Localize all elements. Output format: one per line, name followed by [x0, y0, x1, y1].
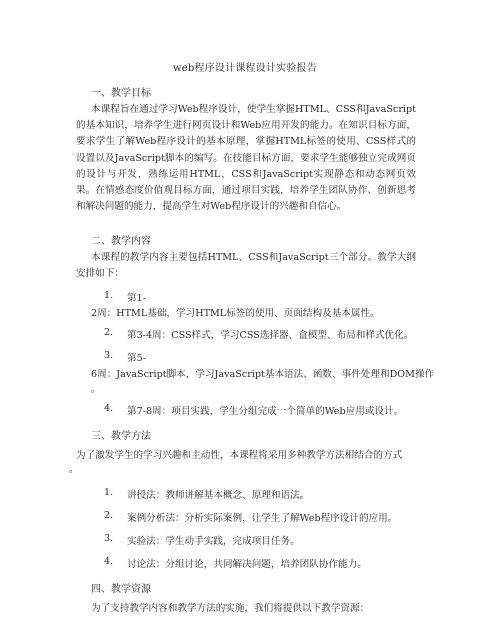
list-item-text: 2周：HTML基础，学习HTML标签的使用、页面结构及基本属性。 [91, 308, 380, 319]
list-item-text: 讲授法：教师讲解基本概念、原理和语法。 [127, 490, 310, 501]
section-heading-methods: 三、教学方法 [91, 431, 151, 442]
paragraph-resources: 为了支持教学内容和教学方法的实施，我们将提供以下教学资源： [91, 603, 370, 614]
list-item-number: 3. [104, 533, 114, 544]
paragraph-content: 本课程的教学内容主要包括HTML、CSS和JavaScript三个部分。教学大纲安排如下： [76, 252, 416, 280]
paragraph-methods-tail: 。 [69, 464, 79, 475]
list-item-text: 案例分析法：分析实际案例，让学生了解Web程序设计的应用。 [127, 513, 398, 524]
section-heading-objectives: 一、教学目标 [91, 88, 151, 99]
list-item-text: 第7-8周：项目实践，学生分组完成一个简单的Web应用或设计。 [127, 406, 404, 417]
paragraph-objectives: 本课程旨在通过学习Web程序设计，使学生掌握HTML、CSS和JavaScript的基本知识，培养学生进行网页设计和Web应用开发的能力。在知识目标方面，要求学生了解Web程序设计的基本原理，掌握HTML标签的使用、CSS样式的设置以及JavaScript脚本的编写。在技能目标方面，要求学生能够独立完成网页的设计与开发，熟练运用HTML、CSS和JavaScript实现静态和动态网页效果。在情感态度价值观目标方面，通过项目实践，培养学生团队协作、创新思考和解决问题的能力，提高学生对Web程序设计的兴趣和自信心。 [76, 104, 416, 213]
paragraph-methods: 为了激发学生的学习兴趣和主动性，本课程将采用多种教学方法相结合的方式 [76, 450, 403, 461]
list-item-number: 2. [104, 327, 114, 338]
section-heading-content: 二、教学内容 [91, 236, 151, 247]
list-item-number: 1. [104, 290, 114, 301]
section-heading-resources: 四、教学资源 [91, 584, 151, 595]
list-item-text: 第3-4周：CSS样式，学习CSS选择器、盒模型、布局和样式优化。 [127, 330, 414, 341]
list-item-number: 1. [104, 487, 114, 498]
list-item-number: 3. [104, 350, 114, 361]
document-title: web程序设计课程设计实验报告 [173, 63, 317, 74]
list-item-text: 6周：JavaScript脚本，学习JavaScript基本语法、函数、事件处理和DOM操作 [91, 369, 435, 380]
list-item-text: 讨论法：分组讨论，共同解决问题，培养团队协作能力。 [127, 559, 367, 570]
list-item-number: 2. [104, 510, 114, 521]
list-item-text: 第5- [127, 353, 146, 364]
list-item-text: 实验法：学生动手实践，完成项目任务。 [127, 536, 300, 547]
list-item-text: 第1- [127, 293, 146, 304]
list-item-text: 。 [91, 384, 101, 395]
list-item-number: 4. [104, 403, 114, 414]
list-item-number: 4. [104, 556, 114, 567]
